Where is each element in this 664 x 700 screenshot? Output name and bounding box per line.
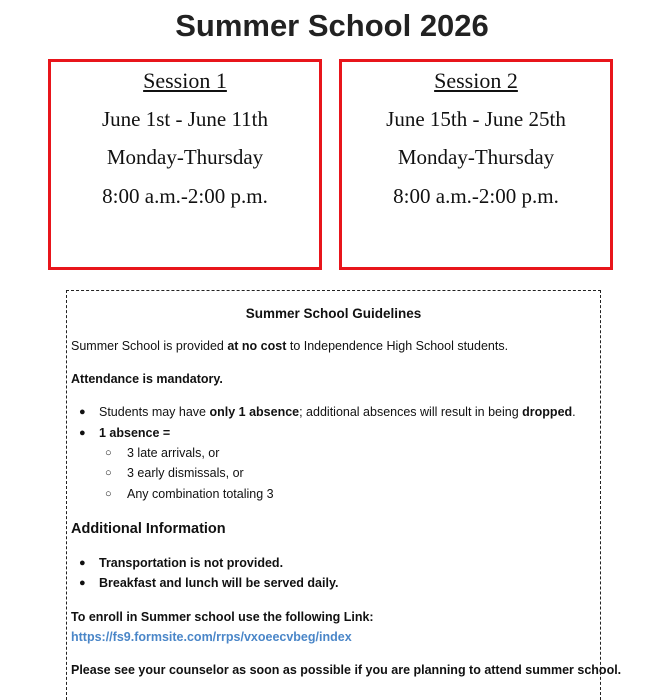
sub-item: 3 late arrivals, or bbox=[127, 446, 220, 460]
session-dates: June 15th - June 25th bbox=[386, 107, 566, 131]
bullet-icon: ● bbox=[79, 427, 86, 439]
sub-item: 3 early dismissals, or bbox=[127, 466, 244, 480]
absence-rule: Students may have only 1 absence; additional absences will result in being dropped. bbox=[99, 405, 576, 419]
bullet-icon: ● bbox=[79, 557, 86, 569]
one-absence-definition: 1 absence = bbox=[99, 426, 171, 440]
cost-statement: Summer School is provided at no cost to Independence High School students. bbox=[71, 339, 509, 353]
guidelines-box bbox=[66, 290, 622, 700]
session-heading: Session 1 bbox=[143, 68, 227, 93]
bullet-icon: ● bbox=[79, 577, 86, 589]
circle-bullet-icon: ○ bbox=[105, 467, 112, 479]
session-days: Monday-Thursday bbox=[106, 145, 264, 169]
session-1-box bbox=[48, 59, 322, 270]
additional-item: Breakfast and lunch will be served daily. bbox=[99, 576, 339, 590]
sub-item: Any combination totaling 3 bbox=[127, 487, 274, 501]
circle-bullet-icon: ○ bbox=[105, 488, 112, 500]
guidelines-title: Summer School Guidelines bbox=[245, 306, 422, 321]
additional-info-heading: Additional Information bbox=[71, 521, 226, 537]
attendance-statement: Attendance is mandatory. bbox=[71, 372, 223, 386]
session-2-box bbox=[339, 59, 613, 270]
session-hours: 8:00 a.m.-2:00 p.m. bbox=[393, 184, 559, 208]
session-dates: June 1st - June 11th bbox=[101, 107, 269, 131]
enroll-instruction: To enroll in Summer school use the following Link: bbox=[71, 610, 374, 624]
bullet-icon: ● bbox=[79, 406, 86, 418]
counselor-note: Please see your counselor as soon as possible if you are planning to attend summer school. bbox=[71, 663, 622, 677]
session-hours: 8:00 a.m.-2:00 p.m. bbox=[102, 184, 268, 208]
additional-item: Transportation is not provided. bbox=[99, 556, 284, 570]
circle-bullet-icon: ○ bbox=[105, 447, 112, 459]
enroll-link[interactable]: https://fs9.formsite.com/rrps/vxoeecvbeg/index bbox=[71, 630, 352, 644]
session-heading: Session 2 bbox=[434, 68, 518, 93]
page-title: Summer School 2026 bbox=[175, 8, 489, 43]
session-days: Monday-Thursday bbox=[397, 145, 555, 169]
